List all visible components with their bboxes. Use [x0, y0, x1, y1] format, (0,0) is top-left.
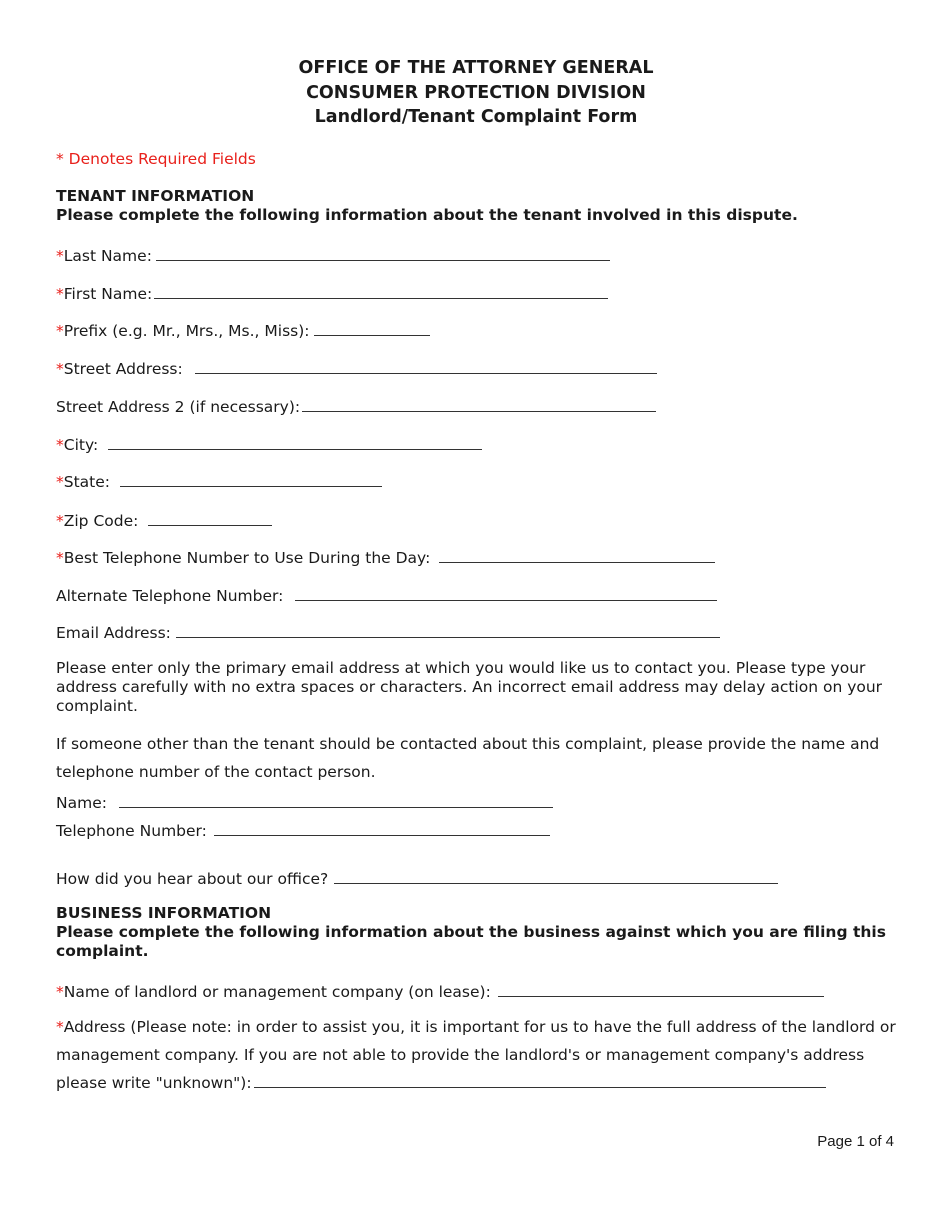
city-field — [56, 433, 482, 455]
required-marker: * — [56, 1018, 64, 1036]
phone-day-label: Best Telephone Number to Use During the Day: — [63, 549, 431, 567]
hear-about-input[interactable] — [334, 867, 778, 884]
zip-code-label: Zip Code: — [63, 512, 139, 530]
phone-alt-input[interactable] — [295, 584, 717, 601]
email-field — [56, 621, 720, 643]
state-field — [56, 470, 382, 492]
first-name-input[interactable] — [154, 282, 608, 299]
business-section-subtitle: Please complete the following information about the business against which you are filing this complaint. — [56, 923, 886, 960]
required-marker: * — [56, 436, 64, 454]
contact-phone-label: Telephone Number: — [56, 822, 207, 840]
city-input[interactable] — [108, 433, 482, 450]
office-title: OFFICE OF THE ATTORNEY GENERAL — [298, 58, 654, 78]
last-name-label: Last Name: — [63, 247, 152, 265]
tenant-section-subtitle: Please complete the following information about the tenant involved in this dispute. — [56, 206, 798, 224]
contact-name-label: Name: — [56, 794, 107, 812]
required-marker: * — [56, 360, 64, 378]
street-address-2-label: Street Address 2 (if necessary): — [56, 398, 301, 416]
contact-phone-field — [56, 819, 550, 841]
phone-day-input[interactable] — [439, 546, 715, 563]
required-marker: * — [56, 473, 64, 491]
state-label: State: — [63, 473, 111, 491]
city-label: City: — [63, 436, 99, 454]
hear-about-field — [56, 867, 778, 889]
landlord-name-field — [56, 980, 824, 1002]
contact-phone-input[interactable] — [214, 819, 550, 836]
street-address-input[interactable] — [195, 357, 657, 374]
landlord-name-label: Name of landlord or management company (on lease): — [63, 983, 491, 1001]
street-address-2-field — [56, 395, 656, 417]
tenant-section-title: TENANT INFORMATION — [56, 187, 255, 205]
hear-about-label: How did you hear about our office? — [56, 870, 329, 888]
form-title: Landlord/Tenant Complaint Form — [314, 107, 638, 127]
zip-code-input[interactable] — [148, 509, 272, 526]
last-name-input[interactable] — [156, 244, 610, 261]
business-section-title: BUSINESS INFORMATION — [56, 904, 272, 922]
phone-alt-field — [56, 584, 717, 606]
contact-instructions: If someone other than the tenant should be contacted about this complaint, please provide the name and telephone number of the contact person. — [56, 735, 880, 781]
division-title: CONSUMER PROTECTION DIVISION — [306, 82, 646, 103]
prefix-field — [56, 319, 430, 341]
required-marker: * — [56, 322, 64, 340]
first-name-label: First Name: — [63, 285, 153, 303]
street-address-2-input[interactable] — [302, 395, 656, 412]
form-header — [56, 56, 896, 130]
landlord-address-input[interactable] — [254, 1071, 826, 1088]
required-marker: * — [56, 983, 64, 1001]
landlord-address-label: Address (Please note: in order to assist you, it is important for us to have the full address of the landlord or management company. If you are not able to provide the landlord's or management company's address please write "unknown"): — [56, 1018, 896, 1092]
required-marker: * — [56, 512, 64, 530]
page-number: Page 1 of 4 — [817, 1133, 894, 1150]
required-marker: * — [56, 549, 64, 567]
phone-alt-label: Alternate Telephone Number: — [56, 587, 284, 605]
required-fields-note: * Denotes Required Fields — [56, 150, 256, 168]
landlord-name-input[interactable] — [498, 980, 824, 997]
last-name-field — [56, 244, 610, 266]
email-input[interactable] — [176, 621, 720, 638]
state-input[interactable] — [120, 470, 382, 487]
contact-name-input[interactable] — [119, 791, 553, 808]
street-address-label: Street Address: — [63, 360, 183, 378]
first-name-field — [56, 282, 608, 304]
prefix-label: Prefix (e.g. Mr., Mrs., Ms., Miss): — [63, 322, 310, 340]
phone-day-field — [56, 546, 715, 568]
prefix-input[interactable] — [314, 319, 430, 336]
zip-code-field — [56, 509, 272, 531]
email-instructions: Please enter only the primary email address at which you would like us to contact you. Please type your address carefully with no extra spaces or characters. An incorrect email address may delay action on your complaint. — [56, 659, 883, 715]
required-marker: * — [56, 285, 64, 303]
required-marker: * — [56, 247, 64, 265]
contact-name-field — [56, 791, 553, 813]
street-address-field — [56, 357, 657, 379]
email-label: Email Address: — [56, 624, 171, 642]
landlord-address-field — [56, 1013, 896, 1097]
